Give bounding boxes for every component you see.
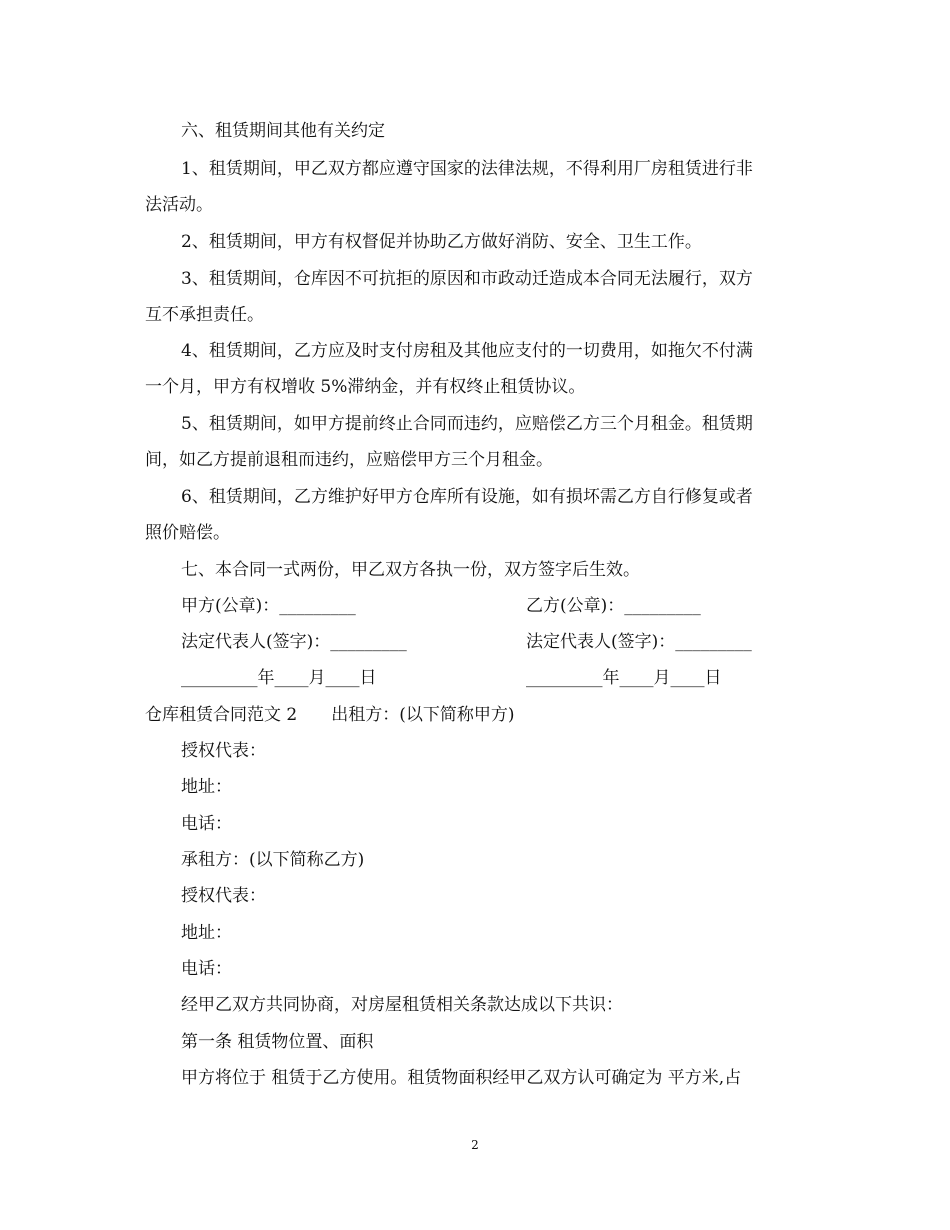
paragraph-line: 一个月，甲方有权增收 5%滞纳金，并有权终止租赁协议。 <box>145 377 586 397</box>
paragraph-line: 1、租赁期间，甲乙双方都应遵守国家的法律法规，不得利用厂房租赁进行非 <box>181 159 753 179</box>
party-a-rep-field: 法定代表人(签字)：_________ <box>181 632 407 652</box>
lessee-agent-label: 授权代表： <box>181 886 266 906</box>
party-a-date-field: _________年____月____日 <box>181 668 377 688</box>
paragraph-line: 4、租赁期间，乙方应及时支付房租及其他应支付的一切费用，如拖欠不付满 <box>181 341 753 361</box>
party-b-date-field: _________年____月____日 <box>526 668 722 688</box>
contract-title: 仓库租赁合同范文 2 出租方：(以下简称甲方) <box>145 705 515 725</box>
page-number: 2 <box>471 1138 479 1152</box>
paragraph-line: 经甲乙双方共同协商，对房屋租赁相关条款达成以下共识： <box>181 995 623 1015</box>
paragraph-line: 6、租赁期间，乙方维护好甲方仓库所有设施，如有损坏需乙方自行修复或者 <box>181 487 753 507</box>
lessor-address-label: 地址： <box>181 777 232 797</box>
article-heading: 第一条 租赁物位置、面积 <box>181 1032 374 1052</box>
lessor-agent-label: 授权代表： <box>181 741 266 761</box>
lessee-label: 承租方：(以下简称乙方) <box>181 850 365 870</box>
party-b-seal-field: 乙方(公章)：_________ <box>526 596 701 616</box>
paragraph-line: 法活动。 <box>145 195 213 215</box>
paragraph-line: 照价赔偿。 <box>145 523 230 543</box>
section-heading: 六、租赁期间其他有关约定 <box>181 121 385 141</box>
paragraph-line: 间，如乙方提前退租而违约，应赔偿甲方三个月租金。 <box>145 450 553 470</box>
section-heading: 七、本合同一式两份，甲乙双方各执一份，双方签字后生效。 <box>181 560 640 580</box>
paragraph-line: 甲方将位于 租赁于乙方使用。租赁物面积经甲乙双方认可确定为 平方米,占 <box>181 1068 742 1088</box>
lessee-address-label: 地址： <box>181 923 232 943</box>
party-b-rep-field: 法定代表人(签字)：_________ <box>526 632 752 652</box>
paragraph-line: 互不承担责任。 <box>145 305 264 325</box>
paragraph-line: 5、租赁期间，如甲方提前终止合同而违约，应赔偿乙方三个月租金。租赁期 <box>181 414 753 434</box>
lessor-phone-label: 电话： <box>181 814 232 834</box>
paragraph-line: 2、租赁期间，甲方有权督促并协助乙方做好消防、安全、卫生工作。 <box>181 232 702 252</box>
lessee-phone-label: 电话： <box>181 959 232 979</box>
party-a-seal-field: 甲方(公章)：_________ <box>181 596 356 616</box>
paragraph-line: 3、租赁期间，仓库因不可抗拒的原因和市政动迁造成本合同无法履行，双方 <box>181 269 753 289</box>
